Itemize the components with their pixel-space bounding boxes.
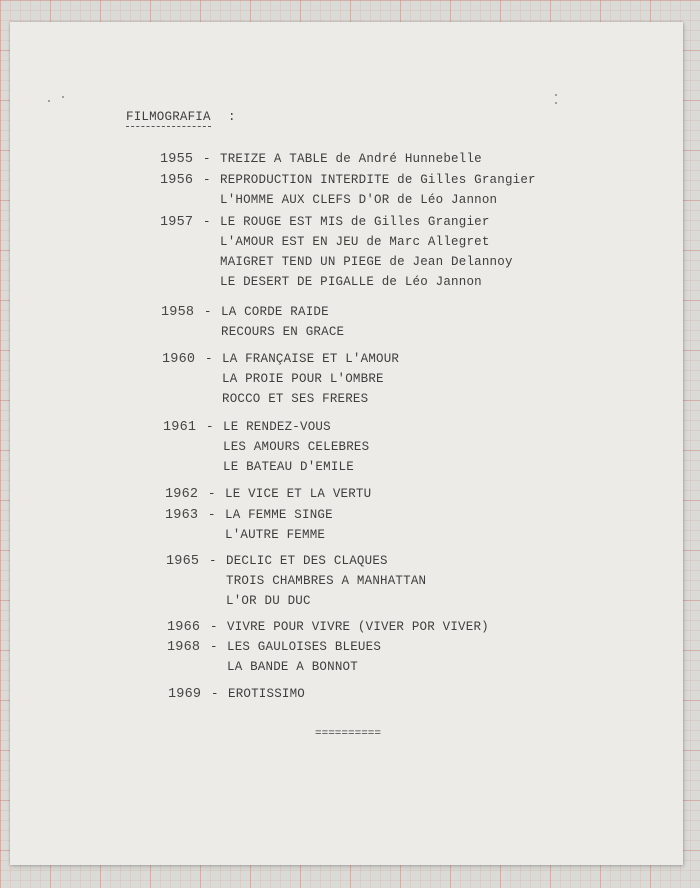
paper-speck <box>62 96 64 98</box>
entry-film: L'OR DU DUC <box>226 594 311 608</box>
entry-year: 1965 <box>166 554 200 569</box>
entry-film: LE DESERT DE PIGALLE de Léo Jannon <box>220 275 482 289</box>
entry-film: LA FRANÇAISE ET L'AMOUR <box>222 352 400 366</box>
entry-dash: - <box>208 508 216 522</box>
entry-dash: - <box>209 554 217 568</box>
entry-dash: - <box>204 305 212 319</box>
paper-speck <box>555 102 557 104</box>
entry-year: 1955 <box>160 152 194 167</box>
entry-year: 1962 <box>165 487 199 502</box>
entry-film: LE VICE ET LA VERTU <box>225 487 372 501</box>
page-title-colon: : <box>228 110 236 124</box>
entry-dash: - <box>205 352 213 366</box>
entry-film: LA BANDE A BONNOT <box>227 660 358 674</box>
entry-year: 1963 <box>165 508 199 523</box>
entry-film: LE BATEAU D'EMILE <box>223 460 354 474</box>
entry-film: LES GAULOISES BLEUES <box>227 640 382 654</box>
entry-year: 1958 <box>161 305 195 320</box>
entry-dash: - <box>203 215 211 229</box>
entry-year: 1957 <box>160 215 194 230</box>
entry-film: TREIZE A TABLE de André Hunnebelle <box>220 152 482 166</box>
entry-film: DECLIC ET DES CLAQUES <box>226 554 388 568</box>
end-mark: ========== <box>315 728 382 740</box>
entry-film: TROIS CHAMBRES A MANHATTAN <box>226 574 427 588</box>
paper-speck <box>555 94 557 96</box>
entry-film: EROTISSIMO <box>228 687 306 701</box>
entry-year: 1968 <box>167 640 201 655</box>
page-title: FILMOGRAFIA <box>126 110 211 127</box>
entry-film: VIVRE POUR VIVRE (VIVER POR VIVER) <box>227 620 489 634</box>
paper-speck <box>48 100 50 102</box>
entry-year: 1961 <box>163 420 197 435</box>
entry-year: 1969 <box>168 687 202 702</box>
entry-film: REPRODUCTION INTERDITE de Gilles Grangier <box>220 173 536 187</box>
entry-film: ROCCO ET SES FRERES <box>222 392 369 406</box>
entry-film: RECOURS EN GRACE <box>221 325 345 339</box>
entry-film: LE ROUGE EST MIS de Gilles Grangier <box>220 215 490 229</box>
entry-film: L'HOMME AUX CLEFS D'OR de Léo Jannon <box>220 193 498 207</box>
entry-dash: - <box>210 640 218 654</box>
entry-film: LA FEMME SINGE <box>225 508 333 522</box>
entry-film: LA CORDE RAIDE <box>221 305 329 319</box>
entry-film: L'AMOUR EST EN JEU de Marc Allegret <box>220 235 490 249</box>
entry-dash: - <box>208 487 216 501</box>
entry-dash: - <box>203 173 211 187</box>
entry-film: LES AMOURS CELEBRES <box>223 440 370 454</box>
entry-dash: - <box>211 687 219 701</box>
entry-year: 1960 <box>162 352 196 367</box>
entry-film: LA PROIE POUR L'OMBRE <box>222 372 384 386</box>
entry-dash: - <box>203 152 211 166</box>
entry-year: 1956 <box>160 173 194 188</box>
entry-dash: - <box>206 420 214 434</box>
entry-dash: - <box>210 620 218 634</box>
entry-film: MAIGRET TEND UN PIEGE de Jean Delannoy <box>220 255 513 269</box>
entry-film: L'AUTRE FEMME <box>225 528 326 542</box>
typed-page <box>10 22 683 865</box>
entry-film: LE RENDEZ-VOUS <box>223 420 331 434</box>
entry-year: 1966 <box>167 620 201 635</box>
